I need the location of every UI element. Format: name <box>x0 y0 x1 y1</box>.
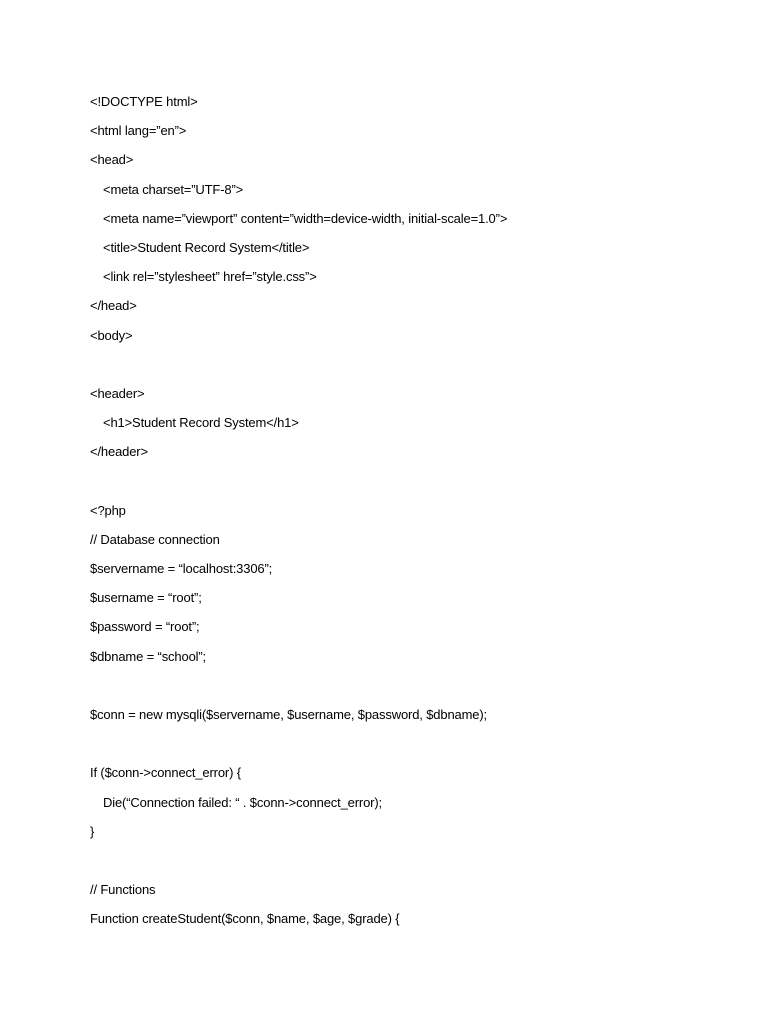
code-line: </head> <box>90 298 137 314</box>
code-line: <html lang=”en”> <box>90 123 187 139</box>
code-line: // Functions <box>90 882 156 898</box>
code-line: $username = “root”; <box>90 590 202 606</box>
code-line: $password = “root”; <box>90 619 200 635</box>
code-line: <h1>Student Record System</h1> <box>103 415 299 431</box>
code-line: <!DOCTYPE html> <box>90 94 198 109</box>
code-line: </header> <box>90 444 148 460</box>
blank-line <box>90 471 730 500</box>
code-line: } <box>90 823 95 839</box>
code-line: // Database connection <box>90 531 220 547</box>
code-line: <title>Student Record System</title> <box>103 239 310 255</box>
code-line: Function createStudent($conn, $name, $age, $grade) { <box>90 911 400 927</box>
blank-line <box>90 734 730 763</box>
code-line: <header> <box>90 385 145 401</box>
code-line: Die(“Connection failed: “ . $conn->connect_error); <box>103 794 383 810</box>
code-line: <meta charset=”UTF-8”> <box>103 181 244 197</box>
code-line: <head> <box>90 152 134 168</box>
code-line: <?php <box>90 502 126 518</box>
code-listing <box>90 92 730 938</box>
code-line: $conn = new mysqli($servername, $username, $password, $dbname); <box>90 706 488 722</box>
code-line: <meta name=”viewport” content=”width=device-width, initial-scale=1.0”> <box>103 210 508 226</box>
blank-line <box>90 355 730 384</box>
code-line: $servername = “localhost:3306”; <box>90 561 273 576</box>
blank-line <box>90 851 730 880</box>
code-line: $dbname = “school”; <box>90 648 207 664</box>
code-line: <body> <box>90 327 133 343</box>
blank-line <box>90 676 730 705</box>
code-line: <link rel=”stylesheet” href=”style.css”> <box>103 269 317 285</box>
code-line: If ($conn->connect_error) { <box>90 765 241 781</box>
